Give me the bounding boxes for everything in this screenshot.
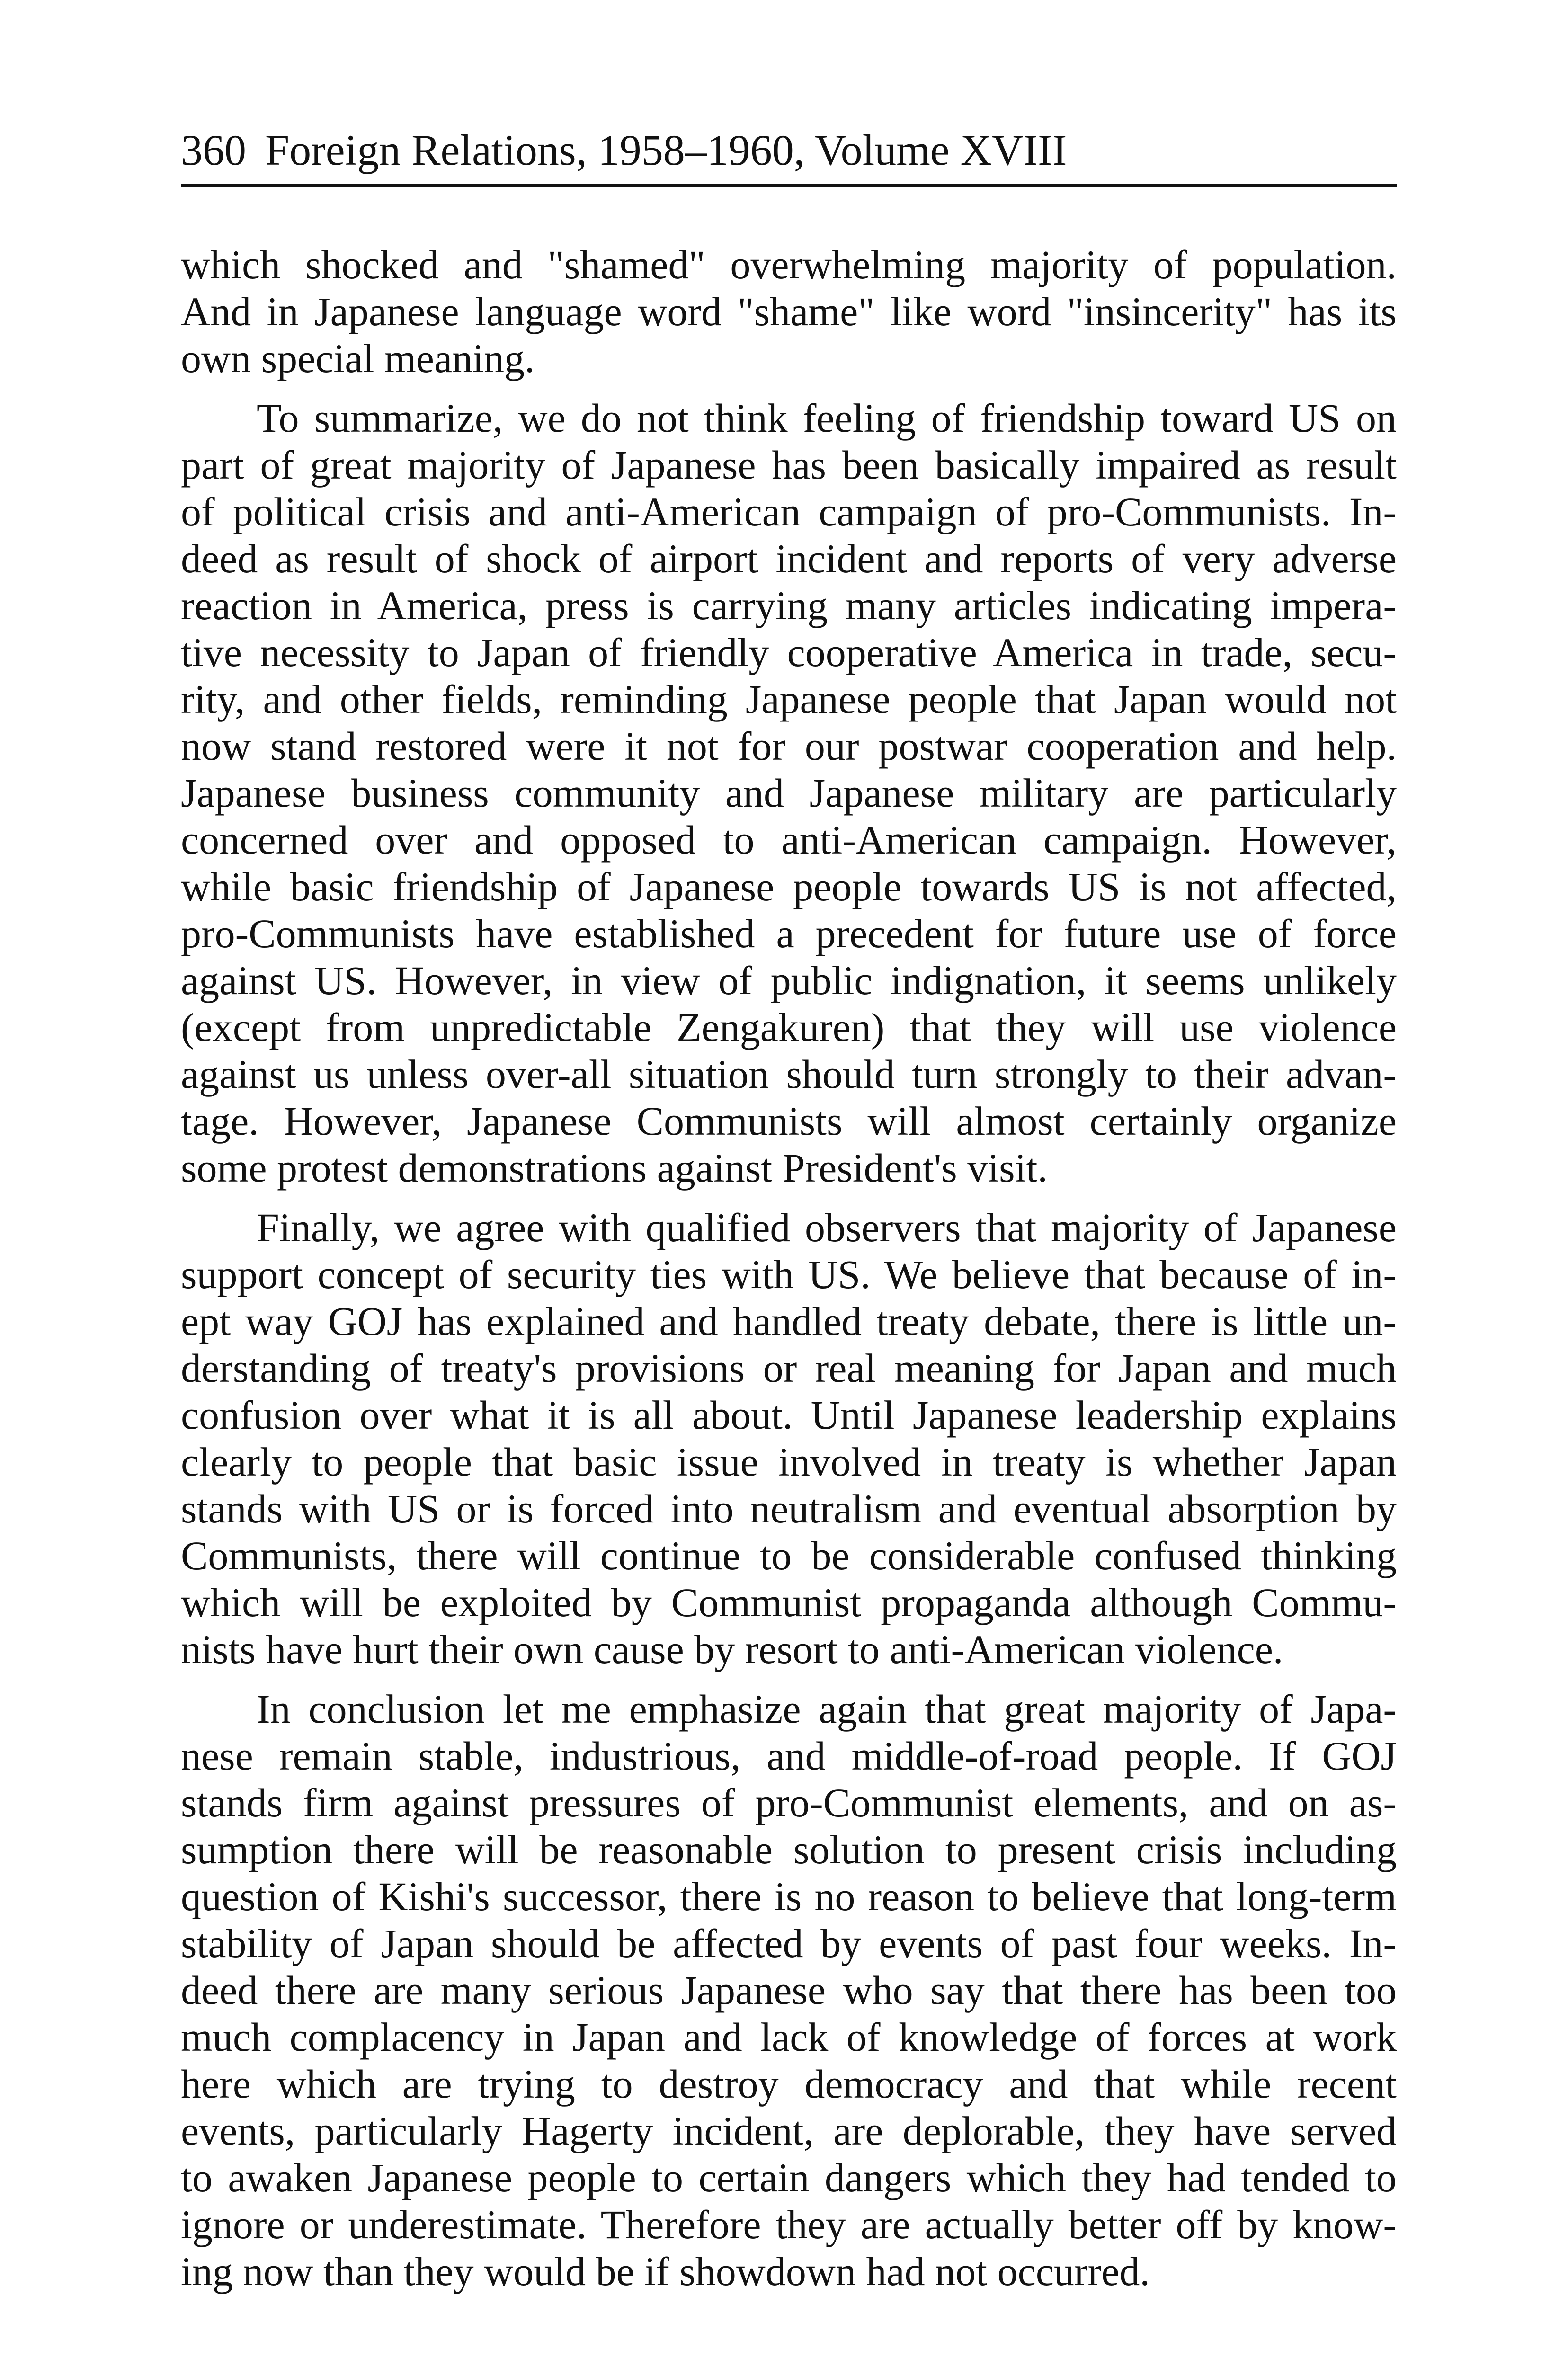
text-line: ignore or underestimate. Therefore they are actually better off by know- — [181, 2202, 1397, 2247]
text-line: reaction in America, press is carrying many articles indicating impera- — [181, 583, 1397, 628]
text-line: Japanese business community and Japanese military are particularly — [181, 770, 1397, 816]
text-line: derstanding of treaty's provisions or real meaning for Japan and much — [181, 1345, 1397, 1391]
text-line: (except from unpredictable Zengakuren) that they will use violence — [181, 1005, 1397, 1050]
paragraph — [181, 1686, 1397, 2295]
text-line: pro-Communists have established a precedent for future use of force — [181, 911, 1397, 956]
running-title: Foreign Relations, 1958–1960, Volume XVIII — [265, 126, 1067, 174]
body-text — [181, 241, 1397, 2295]
text-line: confusion over what it is all about. Until Japanese leadership explains — [181, 1392, 1397, 1438]
text-line: tage. However, Japanese Communists will almost certainly organize — [181, 1098, 1397, 1144]
text-line: stability of Japan should be affected by events of past four weeks. In- — [181, 1921, 1397, 1966]
text-line: which will be exploited by Communist propaganda although Commu- — [181, 1580, 1397, 1625]
text-line: nists have hurt their own cause by resort to anti-American violence. — [181, 1627, 1283, 1672]
text-line: of political crisis and anti-American campaign of pro-Communists. In- — [181, 489, 1397, 534]
header-rule — [181, 184, 1397, 187]
text-line: part of great majority of Japanese has been basically impaired as result — [181, 442, 1397, 488]
text-line: own special meaning. — [181, 336, 535, 381]
text-line: question of Kishi's successor, there is no reason to believe that long-term — [181, 1874, 1397, 1919]
text-line: Finally, we agree with qualified observers that majority of Japanese — [257, 1205, 1397, 1250]
text-line: now stand restored were it not for our postwar cooperation and help. — [181, 723, 1397, 769]
text-line: ing now than they would be if showdown had not occurred. — [181, 2249, 1150, 2294]
text-line: deed as result of shock of airport incident and reports of very adverse — [181, 536, 1397, 581]
paragraph — [181, 1204, 1397, 1673]
text-line: nese remain stable, industrious, and middle-of-road people. If GOJ — [181, 1733, 1397, 1779]
text-line: deed there are many serious Japanese who say that there has been too — [181, 1967, 1397, 2013]
text-line: To summarize, we do not think feeling of friendship toward US on — [257, 395, 1397, 441]
text-line: Communists, there will continue to be considerable confused thinking — [181, 1533, 1397, 1578]
text-line: here which are trying to destroy democracy and that while recent — [181, 2061, 1397, 2107]
text-line: tive necessity to Japan of friendly cooperative America in trade, secu- — [181, 630, 1397, 675]
paragraph — [181, 395, 1397, 1192]
text-line: against us unless over-all situation should turn strongly to their advan- — [181, 1051, 1397, 1097]
text-line: rity, and other fields, reminding Japanese people that Japan would not — [181, 676, 1397, 722]
text-line: to awaken Japanese people to certain dangers which they had tended to — [181, 2155, 1397, 2200]
text-line: And in Japanese language word "shame" like word "insincerity" has its — [181, 289, 1397, 334]
paragraph — [181, 241, 1397, 382]
text-line: stands with US or is forced into neutralism and eventual absorption by — [181, 1486, 1397, 1531]
text-line: In conclusion let me emphasize again that great majority of Japa- — [257, 1686, 1397, 1732]
text-line: much complacency in Japan and lack of knowledge of forces at work — [181, 2014, 1397, 2060]
text-line: against US. However, in view of public indignation, it seems unlikely — [181, 958, 1397, 1003]
text-line: support concept of security ties with US. We believe that because of in- — [181, 1252, 1397, 1297]
text-line: concerned over and opposed to anti-American campaign. However, — [181, 817, 1397, 863]
running-head — [181, 124, 1397, 176]
text-line: events, particularly Hagerty incident, are deplorable, they have served — [181, 2108, 1397, 2153]
text-line: clearly to people that basic issue involved in treaty is whether Japan — [181, 1439, 1397, 1485]
text-line: some protest demonstrations against President's visit. — [181, 1145, 1048, 1191]
text-line: sumption there will be reasonable solution to present crisis including — [181, 1827, 1397, 1872]
text-line: which shocked and "shamed" overwhelming majority of population. — [181, 242, 1397, 287]
page-number: 360 — [181, 126, 246, 174]
text-line: stands firm against pressures of pro-Communist elements, and on as- — [181, 1780, 1397, 1825]
text-line: while basic friendship of Japanese people towards US is not affected, — [181, 864, 1397, 909]
text-line: ept way GOJ has explained and handled treaty debate, there is little un- — [181, 1299, 1397, 1344]
